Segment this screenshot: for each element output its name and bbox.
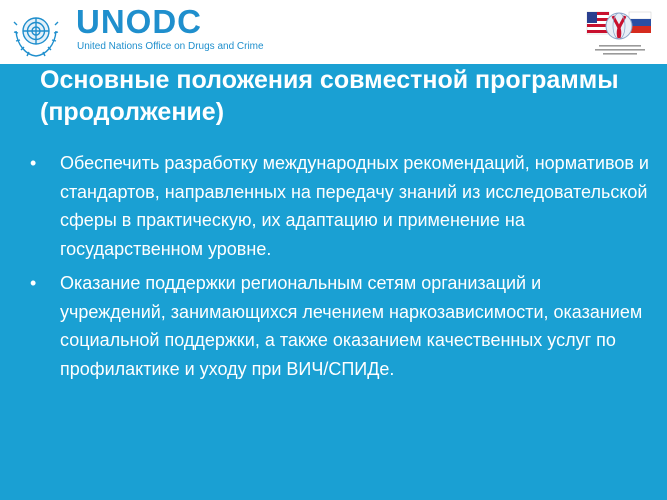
slide-content: [0, 64, 667, 500]
bullet-marker: •: [30, 153, 37, 173]
slide-title: Основные положения совместной программы (продолжение): [40, 66, 619, 126]
bullet-item: [30, 149, 650, 263]
partner-flags-emblem-icon: [583, 4, 657, 60]
slide-header: [0, 0, 667, 64]
org-short-name: UNODC: [76, 3, 202, 40]
bullet-text: Оказание поддержки региональным сетям организаций и учреждений, занимающихся лечением наркозависимости, оказанием социальной поддержки, а также оказанием качественных услуг по профилактике и уходу при ВИЧ/СПИДе.: [60, 273, 643, 379]
bullet-text: Обеспечить разработку международных рекомендаций, нормативов и стандартов, направленных на передачу знаний из исследовательской сферы в практическую, их адаптацию и применение на государственном уровне.: [60, 153, 649, 259]
bullet-list: [30, 149, 650, 389]
un-emblem-icon: [8, 5, 64, 61]
bullet-item: [30, 269, 650, 383]
bullet-marker: •: [30, 273, 37, 293]
org-full-name: United Nations Office on Drugs and Crime: [77, 41, 264, 52]
